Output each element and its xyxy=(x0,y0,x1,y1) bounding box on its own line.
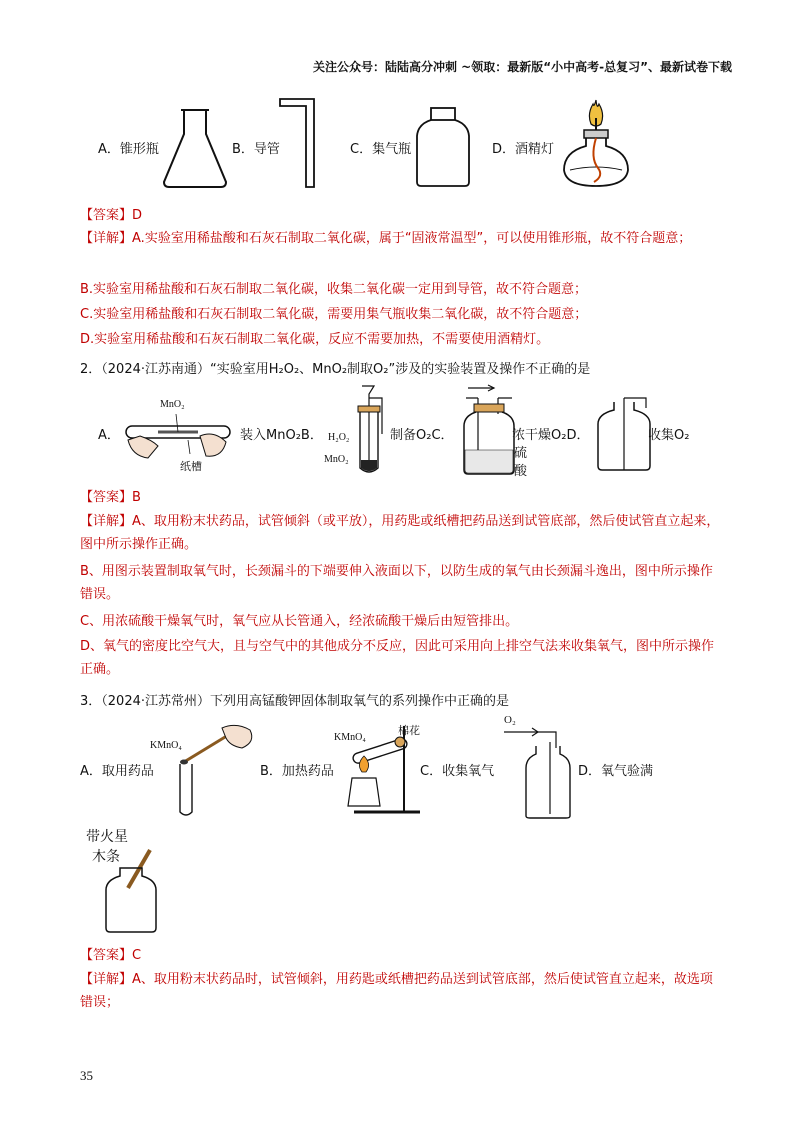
q2-option-d: 浓干燥O₂D． xyxy=(512,428,590,443)
q3-option-c: C．收集氧气 xyxy=(420,764,495,779)
q2-detail-a: 【详解】A、取用粉末状药品，试管倾斜（或平放），用药匙或纸槽把药品送到试管底部，然后使试管直立起来，图中所示操作正确。 xyxy=(80,514,720,552)
fig-label-paper-trough: 纸槽 xyxy=(180,461,202,473)
page-number: 35 xyxy=(80,1068,93,1083)
fig-label-acid-2: 酸 xyxy=(514,464,528,479)
q2-detail-d: D、氧气的密度比空气大，且与空气中的其他成分不反应，因此可采用向上排空气法来收集氧气，图中所示操作正确。 xyxy=(80,639,715,677)
collect-oxygen-bottle-icon xyxy=(500,718,580,820)
q3-option-b: B．加热药品 xyxy=(260,764,334,779)
fig-label-mno2: MnO₂ xyxy=(160,399,185,410)
q1-option-d: D．酒精灯 xyxy=(492,142,555,157)
q1-option-b: B．导管 xyxy=(232,142,280,157)
q2-option-a: A． xyxy=(98,428,120,443)
q3-detail-a: 【详解】A、取用粉末状药品时，试管倾斜，用药匙或纸槽把药品送到试管底部，然后使试管直立起来，故选项错误； xyxy=(80,972,713,1010)
fig-label-kmno4-a: KMnO₄ xyxy=(150,740,182,751)
q3-answer: 【答案】C xyxy=(80,948,142,963)
q2-answer: 【答案】B xyxy=(80,490,141,505)
q2-option-b: 装入MnO₂B． xyxy=(240,428,323,443)
collecting-bottle-icon xyxy=(594,392,654,472)
q3-stem: 3．（2024·江苏常州）下列用高锰酸钾固体制取氧气的系列操作中正确的是 xyxy=(80,694,509,709)
fig-label-h2o2: H₂O₂ xyxy=(328,432,350,443)
fig-label-acid-1: 硫 xyxy=(514,446,528,461)
q2-detail-c: C、用浓硫酸干燥氧气时，氧气应从长管通入，经浓硫酸干燥后由短管排出。 xyxy=(80,614,519,629)
q1-detail-a: 【详解】A.实验室用稀盐酸和石灰石制取二氧化碳，属于“固液常温型”，可以使用锥形瓶，故不符合题意； xyxy=(80,231,692,246)
q1-option-a: A．锥形瓶 xyxy=(98,142,159,157)
conical-flask-icon xyxy=(160,108,230,188)
drying-bottle-icon xyxy=(460,384,520,476)
q2-stem: 2．（2024·江苏南通）“实验室用H₂O₂、MnO₂制取O₂”涉及的实验装置及操作不正确的是 xyxy=(80,362,591,377)
funnel-test-tube-icon xyxy=(350,384,390,478)
fig-label-o2: O₂ xyxy=(504,714,516,726)
q2-option-d-label: 收集O₂ xyxy=(648,428,690,443)
q3-option-d: D．氧气验满 xyxy=(578,764,654,779)
spatula-test-tube-icon xyxy=(150,724,260,816)
fig-label-splint-1: 带火星 xyxy=(86,829,128,845)
fig-label-cotton: 棉花 xyxy=(398,725,420,737)
page-header: 关注公众号：陆陆高分冲刺 ~领取：最新版“小中高考-总复习”、最新试卷下载 xyxy=(313,60,732,74)
q1-detail-b: B.实验室用稀盐酸和石灰石制取二氧化碳，收集二氧化碳一定用到导管，故不符合题意； xyxy=(80,282,588,297)
q1-detail-d: D.实验室用稀盐酸和石灰石制取二氧化碳，反应不需要加热，不需要使用酒精灯。 xyxy=(80,332,550,347)
q1-option-c: C．集气瓶 xyxy=(350,142,412,157)
q3-option-a: A．取用药品 xyxy=(80,764,154,779)
q1-detail-c: C.实验室用稀盐酸和石灰石制取二氧化碳，需要用集气瓶收集二氧化碳，故不符合题意； xyxy=(80,307,588,322)
glass-tube-icon xyxy=(278,97,318,189)
fig-label-splint-2: 木条 xyxy=(92,849,120,865)
gas-collecting-bottle-icon xyxy=(414,106,472,188)
q2-option-c: 制备O₂C． xyxy=(390,428,454,443)
q2-detail-b: B、用图示装置制取氧气时，长颈漏斗的下端要伸入液面以下，以防生成的氧气由长颈漏斗逸出，图中所示操作错误。 xyxy=(80,564,713,602)
alcohol-lamp-icon xyxy=(560,98,632,190)
fig-label-kmno4-b: KMnO₄ xyxy=(334,732,366,743)
fig-label-mno2-b: MnO₂ xyxy=(324,454,349,465)
q1-answer: 【答案】D xyxy=(80,208,143,223)
